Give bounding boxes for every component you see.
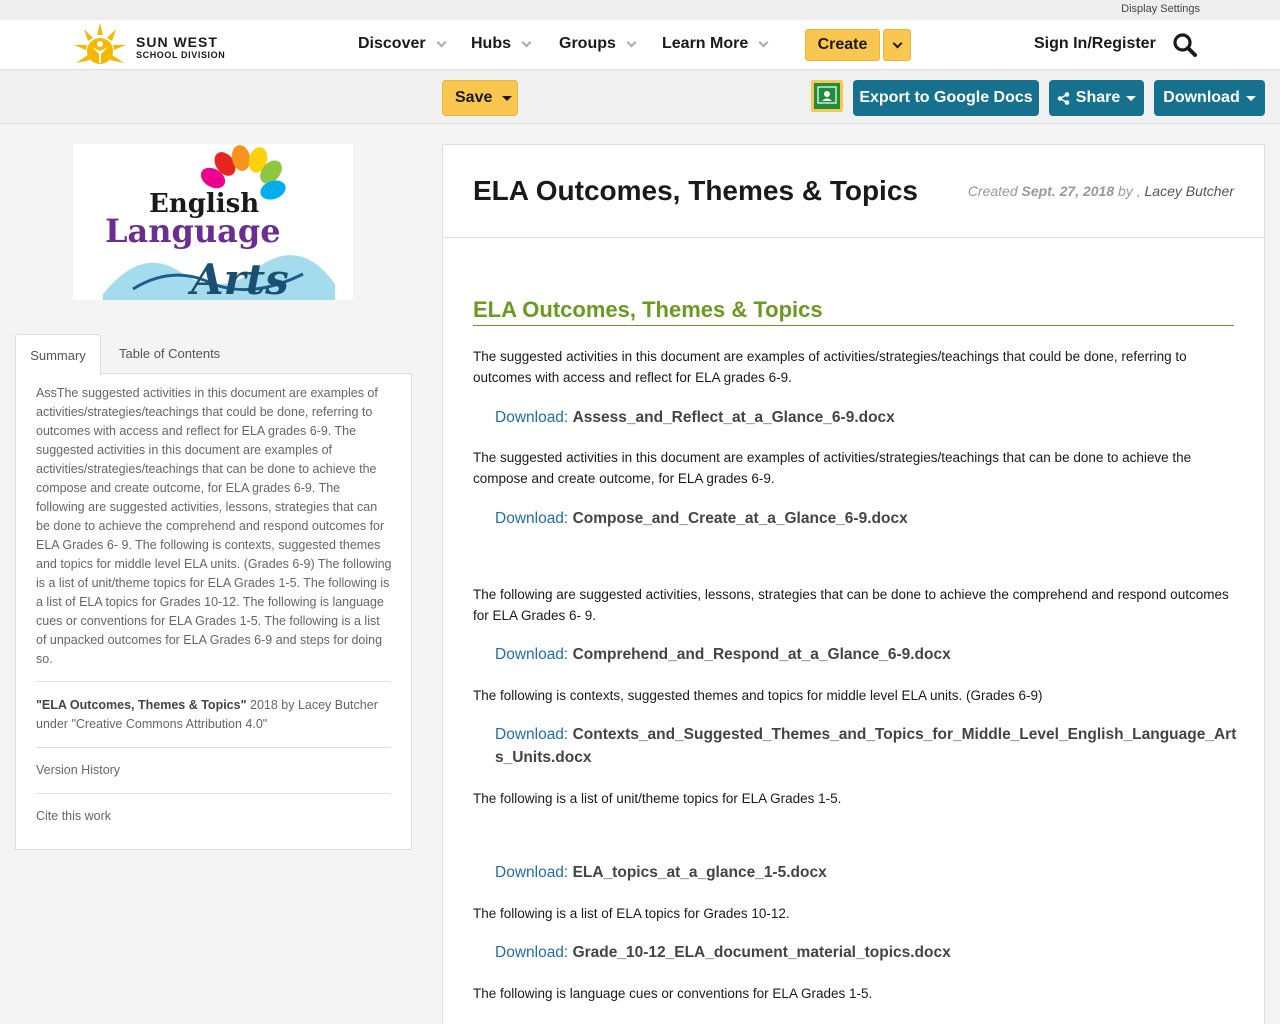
file-name: Grade_10-12_ELA_document_material_topics.docx — [572, 944, 951, 961]
search-icon[interactable] — [1172, 32, 1198, 58]
nav-learn-more-label: Learn More — [662, 35, 749, 52]
download-label: Download: — [495, 510, 569, 527]
cover-image — [73, 144, 353, 300]
save-button[interactable] — [442, 80, 518, 116]
download-label: Download: — [495, 726, 569, 743]
tab-table-of-contents[interactable]: Table of Contents — [119, 346, 221, 361]
brand-name: SUN WEST — [136, 34, 218, 50]
google-classroom-icon[interactable] — [811, 80, 843, 112]
classroom-figure-icon — [814, 83, 840, 109]
document-paragraph: The following is language cues or conventions for ELA Grades 1-5. — [473, 986, 873, 1001]
create-button[interactable]: Create — [805, 29, 880, 61]
file-name: ELA_topics_at_a_glance_1-5.docx — [572, 864, 827, 881]
main-navbar — [0, 20, 1280, 70]
meta-author-link[interactable]: Lacey Butcher — [1144, 183, 1234, 199]
meta-date: Sept. 27, 2018 — [1021, 183, 1115, 199]
display-settings-link[interactable]: Display Settings — [1121, 3, 1200, 15]
page-title: ELA Outcomes, Themes & Topics — [473, 175, 918, 206]
file-name: Contexts_and_Suggested_Themes_and_Topics_for_Middle_Level_English_Language_Arts_Units.docx — [495, 726, 1237, 766]
sign-in-register-link[interactable]: Sign In/Register — [1034, 35, 1156, 52]
download-label: Download: — [495, 864, 569, 881]
share-button-label: Share — [1075, 89, 1121, 106]
ela-cover-illustration — [73, 144, 353, 300]
nav-learn-more[interactable] — [662, 35, 767, 53]
caret-down-icon — [1246, 96, 1256, 101]
download-button[interactable] — [1154, 80, 1265, 116]
download-label: Download: — [495, 409, 569, 426]
caret-down-icon — [1126, 96, 1136, 101]
document-paragraph: The following is a list of ELA topics for Grades 10-12. — [473, 906, 790, 921]
attribution — [36, 696, 392, 734]
download-link[interactable] — [495, 507, 1240, 530]
cover-line-english: English — [149, 189, 260, 219]
download-button-label: Download — [1163, 89, 1240, 106]
nav-discover[interactable] — [358, 35, 445, 53]
divider — [36, 681, 391, 682]
download-label: Download: — [495, 944, 569, 961]
chevron-down-icon — [436, 37, 446, 47]
document-paragraph: The suggested activities in this document are examples of activities/strategies/teachings that could be done, referring to outcomes with access and reflect for ELA grades 6-9. — [473, 349, 1187, 385]
download-label: Download: — [495, 646, 569, 663]
file-name: Comprehend_and_Respond_at_a_Glance_6-9.docx — [572, 646, 951, 663]
nav-discover-label: Discover — [358, 35, 426, 52]
chevron-down-icon — [626, 37, 636, 47]
document-card — [442, 144, 1265, 1024]
download-link[interactable] — [495, 406, 1240, 429]
version-history-link[interactable]: Version History — [36, 763, 121, 777]
download-link[interactable] — [495, 941, 1240, 964]
nav-groups-label: Groups — [559, 35, 616, 52]
meta-created: Created — [967, 183, 1018, 199]
resource-toolbar — [0, 70, 1280, 124]
caret-down-icon — [502, 96, 512, 101]
brand-subtitle: SCHOOL DIVISION — [136, 50, 226, 60]
meta-by: by , — [1118, 183, 1141, 199]
divider — [36, 793, 391, 794]
sun-logo-icon — [70, 21, 132, 69]
document-paragraph: The following is a list of unit/theme topics for ELA Grades 1-5. — [473, 791, 842, 806]
summary-panel — [15, 373, 412, 850]
tab-summary[interactable]: Summary — [15, 334, 101, 375]
download-link[interactable] — [495, 723, 1240, 769]
file-name: Assess_and_Reflect_at_a_Glance_6-9.docx — [572, 409, 895, 426]
download-link[interactable] — [495, 861, 1240, 884]
cite-this-work-link[interactable]: Cite this work — [36, 809, 112, 823]
cover-line-arts: Arts — [191, 255, 289, 300]
share-button[interactable] — [1049, 80, 1144, 116]
create-dropdown-button[interactable] — [883, 29, 911, 61]
divider — [443, 237, 1264, 238]
summary-text: AssThe suggested activities in this document are examples of activities/strategies/teachings that could be done, referring to outcomes with access and reflect for ELA grades 6-9. The suggested activities in this document are examples of activities/strategies/teachings that can be done to achieve the compose and create outcome, for ELA grades 6-9. The following are suggested activities, lessons, strategies that can be done to achieve the comprehend and respond outcomes for ELA Grades 6- 9. The following is contexts, suggested themes and topics for middle level ELA units. (Grades 6-9) The following is a list of unit/theme topics for ELA Grades 1-5. The following is a list of ELA topics for Grades 10-12. The following is language cues or conventions for ELA Grades 1-5. The following is a list of unpacked outcomes for ELA Grades 6-9 and steps for doing so. — [36, 386, 392, 666]
sun-west-logo[interactable] — [70, 21, 240, 67]
chevron-down-icon — [522, 37, 532, 47]
save-button-label: Save — [455, 89, 493, 106]
document-meta — [968, 183, 1234, 199]
document-paragraph: The suggested activities in this document are examples of activities/strategies/teachings that can be done to achieve the compose and create outcome, for ELA grades 6-9. — [473, 450, 1192, 486]
nav-hubs[interactable] — [471, 35, 530, 53]
top-strip — [0, 0, 1280, 20]
cover-line-language: Language — [105, 212, 281, 250]
document-paragraph: The following are suggested activities, lessons, strategies that can be done to achieve the comprehend and respond outcomes for ELA Grades 6- 9. — [473, 587, 1229, 623]
chevron-down-icon — [759, 37, 769, 47]
divider — [36, 747, 391, 748]
nav-groups[interactable] — [559, 35, 635, 53]
share-icon — [1057, 92, 1070, 105]
file-name: Compose_and_Create_at_a_Glance_6-9.docx — [572, 510, 908, 527]
attribution-title: "ELA Outcomes, Themes & Topics" — [36, 698, 247, 712]
nav-hubs-label: Hubs — [471, 35, 511, 52]
download-link[interactable] — [495, 643, 1240, 666]
document-paragraph: The following is contexts, suggested themes and topics for middle level ELA units. (Grades 6-9) — [473, 688, 1043, 703]
chevron-down-icon — [892, 38, 902, 48]
export-google-docs-button[interactable]: Export to Google Docs — [853, 80, 1039, 116]
attribution-rest: 2018 by Lacey Butcher under "Creative Commons Attribution 4.0" — [36, 698, 378, 731]
section-heading: ELA Outcomes, Themes & Topics — [473, 297, 1234, 326]
